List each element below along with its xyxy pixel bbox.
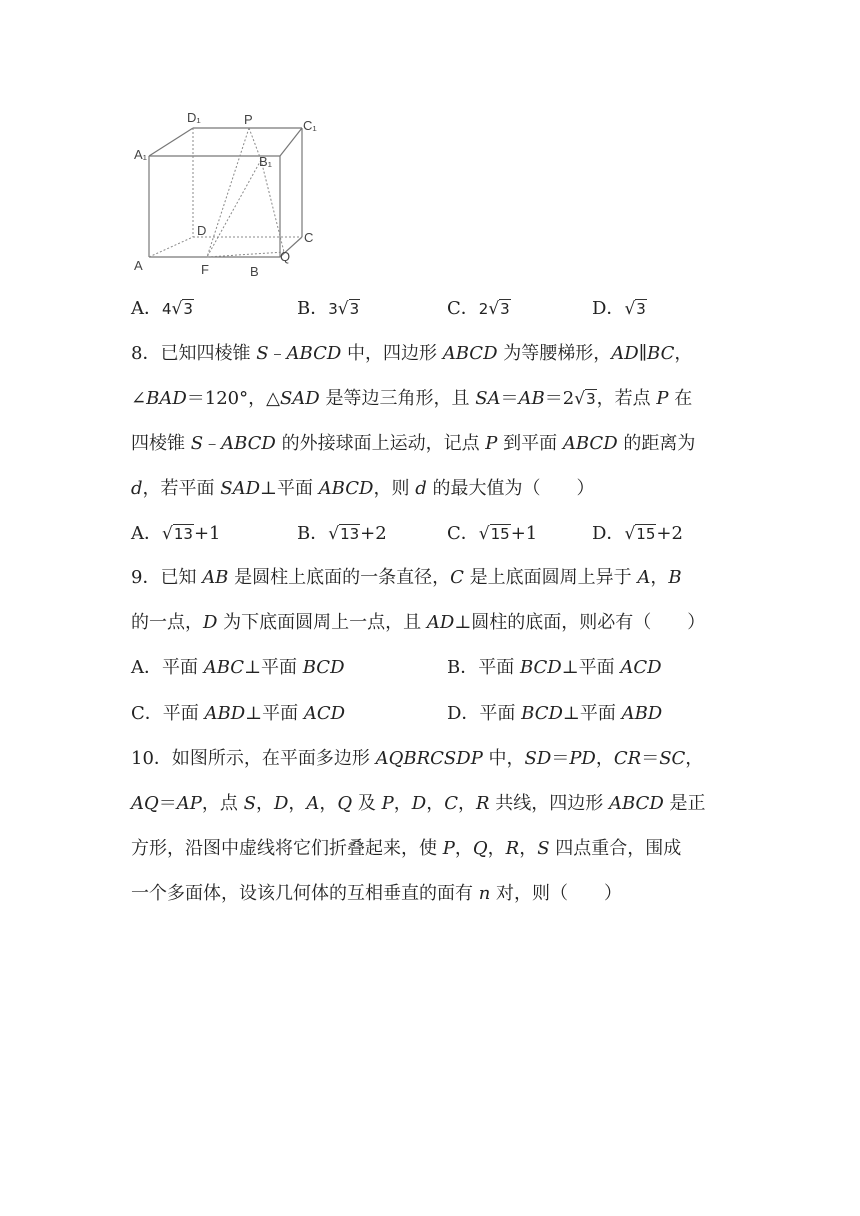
q8-line-2: ∠BAD＝120°，△SAD 是等边三角形，且 SA＝AB＝2√3，若点 P 在 [131,388,693,409]
radical: √3 [624,299,646,319]
radical: √13 [162,524,193,544]
label-c1: C₁ [303,118,317,133]
label-a: A [134,258,143,273]
radical: 3√3 [328,299,360,319]
q10-line-4: 一个多面体，设该几何体的互相垂直的面有 n 对，则（ ） [131,883,623,904]
q10-line-2: AQ＝AP，点 S，D，A，Q 及 P，D，C，R 共线，四边形 ABCD 是正 [131,793,706,814]
q9-option-c[interactable]: C．平面 ABD⊥平面 ACD [131,703,346,724]
q9-line-2: 的一点，D 为下底面圆周上一点，且 AD⊥圆柱的底面，则必有（ ） [131,612,706,633]
label-p: P [244,112,253,127]
q8-option-c[interactable]: C．√15+1 [447,523,538,544]
q8-line-1: 8．已知四棱锥 S﹣ABCD 中，四边形 ABCD 为等腰梯形，AD∥BC， [131,343,693,364]
radical: 4√3 [162,299,193,319]
q7-option-b[interactable] [297,298,360,320]
q10-line-3: 方形，沿图中虚线将它们折叠起来，使 P，Q，R，S 四点重合，围成 [131,838,682,859]
label-f: F [201,262,209,277]
q8-option-d[interactable]: D．√15+2 [592,523,683,544]
label-c: C [304,230,314,245]
option-label: A． [131,298,162,319]
q8-line-4: d，若平面 SAD⊥平面 ABCD，则 d 的最大值为（ ） [131,478,595,499]
cube-figure [130,105,330,280]
radical: √15 [478,524,510,544]
q7-option-d[interactable] [592,298,647,320]
option-label: C． [447,298,479,319]
q10-line-1: 10．如图所示，在平面多边形 AQBRCSDP 中，SD＝PD，CR＝SC， [131,748,704,769]
q9-line-1: 9．已知 AB 是圆柱上底面的一条直径，C 是上底面圆周上异于 A，B [131,567,682,588]
option-label: B． [297,298,329,319]
radical: √3 [574,389,596,409]
label-b1: B₁ [259,154,273,169]
radical: 2√3 [478,299,510,319]
label-b: B [250,264,259,279]
q7-option-c[interactable] [447,298,511,320]
radical: √13 [328,524,360,544]
q8-option-b[interactable]: B．√13+2 [297,523,387,544]
label-d1: D₁ [187,110,201,125]
q9-option-d[interactable]: D．平面 BCD⊥平面 ABD [447,703,663,724]
q7-option-a[interactable] [131,298,194,320]
q8-line-3: 四棱锥 S﹣ABCD 的外接球面上运动，记点 P 到平面 ABCD 的距离为 [131,433,696,454]
q9-option-a[interactable]: A．平面 ABC⊥平面 BCD [131,657,345,678]
label-q: Q [280,249,291,264]
label-a1: A₁ [134,147,148,162]
q9-option-b[interactable]: B．平面 BCD⊥平面 ACD [447,657,662,678]
label-d: D [197,223,207,238]
radical: √15 [624,524,656,544]
q8-option-a[interactable]: A．√13+1 [131,523,221,544]
option-label: D． [592,298,625,319]
